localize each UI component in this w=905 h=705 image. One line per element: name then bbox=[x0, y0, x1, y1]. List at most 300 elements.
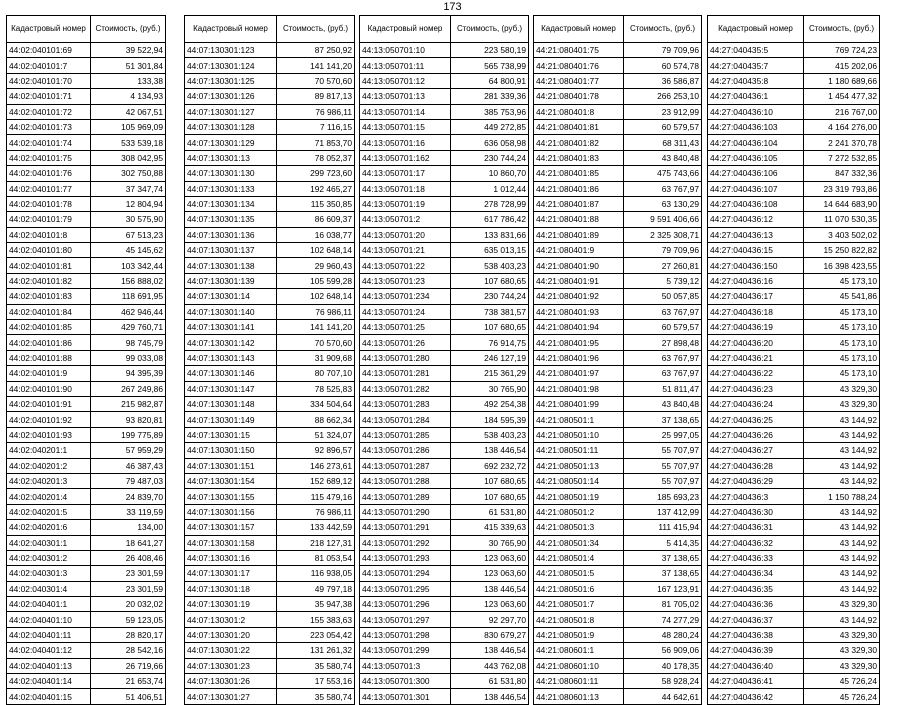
cadastral-number-cell: 44:21:080501:2 bbox=[534, 504, 624, 519]
cost-cell: 43 144,92 bbox=[804, 412, 880, 427]
table-row bbox=[7, 504, 166, 519]
cadastral-number-cell: 44:21:080501:34 bbox=[534, 535, 624, 550]
table-row bbox=[534, 150, 702, 165]
table-row bbox=[185, 335, 355, 350]
table-row bbox=[185, 320, 355, 335]
cadastral-number-cell: 44:27:040436:36 bbox=[708, 597, 804, 612]
cost-cell: 43 329,30 bbox=[804, 381, 880, 396]
table-row bbox=[7, 335, 166, 350]
cadastral-number-cell: 44:02:040101:81 bbox=[7, 258, 91, 273]
table-row bbox=[185, 658, 355, 673]
table-row bbox=[7, 73, 166, 88]
table-row bbox=[7, 674, 166, 689]
cadastral-number-cell: 44:02:040101:76 bbox=[7, 166, 91, 181]
cadastral-number-cell: 44:13:050701:11 bbox=[360, 58, 451, 73]
cost-cell: 63 767,97 bbox=[624, 304, 702, 319]
table-row bbox=[708, 674, 880, 689]
cost-cell: 123 063,60 bbox=[451, 550, 529, 565]
table-row bbox=[360, 689, 529, 704]
cadastral-number-cell: 44:21:080501:3 bbox=[534, 520, 624, 535]
cadastral-number-cell: 44:27:040436:26 bbox=[708, 427, 804, 442]
cost-cell: 223 054,42 bbox=[277, 627, 355, 642]
table-row bbox=[360, 258, 529, 273]
cost-cell: 50 057,85 bbox=[624, 289, 702, 304]
cadastral-number-cell: 44:27:040436:42 bbox=[708, 689, 804, 704]
cost-cell: 16 038,77 bbox=[277, 227, 355, 242]
cadastral-number-cell: 44:27:040436:17 bbox=[708, 289, 804, 304]
cost-cell: 39 522,94 bbox=[91, 43, 166, 58]
cadastral-number-cell: 44:07:130301:141 bbox=[185, 320, 277, 335]
table-row bbox=[7, 366, 166, 381]
cadastral-number-cell: 44:21:080501:6 bbox=[534, 581, 624, 596]
cost-cell: 565 738,99 bbox=[451, 58, 529, 73]
cost-cell: 79 487,03 bbox=[91, 473, 166, 488]
table-row bbox=[185, 689, 355, 704]
cadastral-number-cell: 44:07:130301:150 bbox=[185, 443, 277, 458]
cadastral-number-cell: 44:07:130301:19 bbox=[185, 597, 277, 612]
cadastral-number-cell: 44:13:050701:22 bbox=[360, 258, 451, 273]
cost-cell: 4 164 276,00 bbox=[804, 119, 880, 134]
table-row bbox=[534, 412, 702, 427]
table-row bbox=[534, 243, 702, 258]
cadastral-number-cell: 44:13:050701:293 bbox=[360, 550, 451, 565]
cadastral-number-cell: 44:21:080401:76 bbox=[534, 58, 624, 73]
cadastral-number-cell: 44:02:040101:78 bbox=[7, 196, 91, 211]
cost-cell: 49 797,18 bbox=[277, 581, 355, 596]
cadastral-number-cell: 44:27:040436:29 bbox=[708, 473, 804, 488]
table-row bbox=[534, 674, 702, 689]
cadastral-number-cell: 44:27:040436:32 bbox=[708, 535, 804, 550]
cost-cell: 12 804,94 bbox=[91, 196, 166, 211]
table-row bbox=[534, 581, 702, 596]
cost-cell: 43 144,92 bbox=[804, 473, 880, 488]
table-row bbox=[185, 489, 355, 504]
cadastral-number-cell: 44:13:050701:292 bbox=[360, 535, 451, 550]
cost-cell: 278 728,99 bbox=[451, 196, 529, 211]
table-row bbox=[185, 381, 355, 396]
cadastral-number-cell: 44:07:130301:151 bbox=[185, 458, 277, 473]
cost-cell: 107 680,65 bbox=[451, 489, 529, 504]
cadastral-number-cell: 44:21:080401:88 bbox=[534, 212, 624, 227]
cadastral-number-cell: 44:27:040436:19 bbox=[708, 320, 804, 335]
cost-cell: 146 273,61 bbox=[277, 458, 355, 473]
cost-cell: 116 938,05 bbox=[277, 566, 355, 581]
cadastral-number-cell: 44:27:040436:31 bbox=[708, 520, 804, 535]
cost-cell: 3 403 502,02 bbox=[804, 227, 880, 242]
table-row bbox=[708, 643, 880, 658]
cadastral-number-cell: 44:21:080401:97 bbox=[534, 366, 624, 381]
cost-cell: 1 012,44 bbox=[451, 181, 529, 196]
table-row bbox=[708, 335, 880, 350]
cadastral-number-cell: 44:21:080401:9 bbox=[534, 243, 624, 258]
cadastral-number-cell: 44:13:050701:296 bbox=[360, 597, 451, 612]
table-body bbox=[7, 43, 166, 705]
cost-cell: 138 446,54 bbox=[451, 643, 529, 658]
table-row bbox=[708, 89, 880, 104]
table-row bbox=[185, 150, 355, 165]
table-row bbox=[534, 689, 702, 704]
cadastral-number-cell: 44:21:080401:83 bbox=[534, 150, 624, 165]
table-row bbox=[534, 366, 702, 381]
cost-cell: 1 454 477,32 bbox=[804, 89, 880, 104]
cost-cell: 105 969,09 bbox=[91, 119, 166, 134]
cost-cell: 51 324,07 bbox=[277, 427, 355, 442]
cost-cell: 23 319 793,86 bbox=[804, 181, 880, 196]
cost-cell: 40 178,35 bbox=[624, 658, 702, 673]
cadastral-number-cell: 44:07:130301:158 bbox=[185, 535, 277, 550]
cost-cell: 133 442,59 bbox=[277, 520, 355, 535]
table-row bbox=[185, 643, 355, 658]
cost-cell: 92 297,70 bbox=[451, 612, 529, 627]
table-row bbox=[360, 674, 529, 689]
table-row bbox=[708, 273, 880, 288]
table-row bbox=[7, 212, 166, 227]
cost-cell: 43 329,30 bbox=[804, 396, 880, 411]
table-row bbox=[360, 535, 529, 550]
cadastral-number-cell: 44:13:050701:282 bbox=[360, 381, 451, 396]
cost-cell: 78 052,37 bbox=[277, 150, 355, 165]
table-row bbox=[7, 135, 166, 150]
cadastral-number-cell: 44:27:040436:33 bbox=[708, 550, 804, 565]
cadastral-number-cell: 44:02:040101:88 bbox=[7, 350, 91, 365]
cost-cell: 63 767,97 bbox=[624, 350, 702, 365]
table-row bbox=[534, 166, 702, 181]
table-row bbox=[7, 566, 166, 581]
table-row bbox=[534, 443, 702, 458]
cadastral-number-cell: 44:02:040101:8 bbox=[7, 227, 91, 242]
cadastral-number-cell: 44:27:040436:23 bbox=[708, 381, 804, 396]
cost-cell: 23 301,59 bbox=[91, 581, 166, 596]
cost-cell: 184 595,39 bbox=[451, 412, 529, 427]
table-body bbox=[185, 43, 355, 705]
cost-cell: 55 707,97 bbox=[624, 458, 702, 473]
table-row bbox=[534, 458, 702, 473]
table-row bbox=[534, 473, 702, 488]
cadastral-number-cell: 44:07:130301:15 bbox=[185, 427, 277, 442]
table-row bbox=[7, 104, 166, 119]
cost-cell: 76 986,11 bbox=[277, 304, 355, 319]
cadastral-table bbox=[707, 15, 880, 705]
cost-cell: 131 261,32 bbox=[277, 643, 355, 658]
cadastral-number-cell: 44:02:040101:91 bbox=[7, 396, 91, 411]
cadastral-number-cell: 44:21:080401:95 bbox=[534, 335, 624, 350]
cost-cell: 57 959,29 bbox=[91, 443, 166, 458]
table-row bbox=[360, 643, 529, 658]
cost-cell: 1 180 689,66 bbox=[804, 73, 880, 88]
table-row bbox=[7, 304, 166, 319]
cadastral-number-cell: 44:13:050701:288 bbox=[360, 473, 451, 488]
cadastral-number-cell: 44:21:080401:92 bbox=[534, 289, 624, 304]
cadastral-number-cell: 44:13:050701:295 bbox=[360, 581, 451, 596]
table-row bbox=[7, 227, 166, 242]
cost-cell: 138 446,54 bbox=[451, 443, 529, 458]
cadastral-number-cell: 44:27:040436:41 bbox=[708, 674, 804, 689]
cost-cell: 61 531,80 bbox=[451, 674, 529, 689]
cadastral-number-cell: 44:27:040436:15 bbox=[708, 243, 804, 258]
cost-cell: 64 800,91 bbox=[451, 73, 529, 88]
cost-cell: 45 541,86 bbox=[804, 289, 880, 304]
cadastral-table bbox=[533, 15, 702, 705]
table-row bbox=[360, 350, 529, 365]
cadastral-number-cell: 44:27:040436:1 bbox=[708, 89, 804, 104]
table-row bbox=[708, 612, 880, 627]
table-row bbox=[708, 212, 880, 227]
table-row bbox=[708, 43, 880, 58]
table-row bbox=[7, 150, 166, 165]
table-row bbox=[708, 150, 880, 165]
cadastral-number-cell: 44:02:040201:1 bbox=[7, 443, 91, 458]
cadastral-number-cell: 44:13:050701:290 bbox=[360, 504, 451, 519]
cost-cell: 141 141,20 bbox=[277, 320, 355, 335]
cadastral-number-cell: 44:27:040435:7 bbox=[708, 58, 804, 73]
cadastral-number-cell: 44:27:040436:18 bbox=[708, 304, 804, 319]
table-row bbox=[185, 535, 355, 550]
cost-cell: 230 744,24 bbox=[451, 150, 529, 165]
table-row bbox=[7, 58, 166, 73]
cadastral-number-cell: 44:21:080601:13 bbox=[534, 689, 624, 704]
table-row bbox=[185, 581, 355, 596]
cost-cell: 138 446,54 bbox=[451, 689, 529, 704]
cost-cell: 71 853,70 bbox=[277, 135, 355, 150]
cost-cell: 44 642,61 bbox=[624, 689, 702, 704]
table-row bbox=[708, 258, 880, 273]
cadastral-number-cell: 44:02:040101:85 bbox=[7, 320, 91, 335]
cadastral-number-cell: 44:27:040436:27 bbox=[708, 443, 804, 458]
cost-cell: 81 053,54 bbox=[277, 550, 355, 565]
table-row bbox=[185, 304, 355, 319]
table-row bbox=[360, 581, 529, 596]
cost-cell: 45 173,10 bbox=[804, 335, 880, 350]
cost-cell: 134,00 bbox=[91, 520, 166, 535]
cadastral-number-cell: 44:21:080501:13 bbox=[534, 458, 624, 473]
table-row bbox=[185, 396, 355, 411]
cadastral-number-cell: 44:21:080401:77 bbox=[534, 73, 624, 88]
cost-cell: 617 786,42 bbox=[451, 212, 529, 227]
cadastral-number-cell: 44:07:130301:135 bbox=[185, 212, 277, 227]
cadastral-number-cell: 44:21:080501:9 bbox=[534, 627, 624, 642]
table-row bbox=[534, 427, 702, 442]
cost-cell: 27 260,81 bbox=[624, 258, 702, 273]
table-row bbox=[7, 473, 166, 488]
cadastral-number-cell: 44:21:080401:91 bbox=[534, 273, 624, 288]
header-cost: Стоимость, (руб.) bbox=[804, 16, 880, 43]
cadastral-number-cell: 44:13:050701:298 bbox=[360, 627, 451, 642]
table-row bbox=[708, 119, 880, 134]
table-row bbox=[708, 658, 880, 673]
table-row bbox=[185, 504, 355, 519]
cost-cell: 141 141,20 bbox=[277, 58, 355, 73]
table-row bbox=[534, 289, 702, 304]
cadastral-number-cell: 44:21:080501:10 bbox=[534, 427, 624, 442]
table-row bbox=[708, 366, 880, 381]
table-row bbox=[360, 181, 529, 196]
table-row bbox=[7, 181, 166, 196]
cadastral-number-cell: 44:07:130301:22 bbox=[185, 643, 277, 658]
cost-cell: 192 465,27 bbox=[277, 181, 355, 196]
cadastral-number-cell: 44:27:040436:28 bbox=[708, 458, 804, 473]
cadastral-number-cell: 44:27:040436:39 bbox=[708, 643, 804, 658]
cost-cell: 415 202,06 bbox=[804, 58, 880, 73]
cadastral-table bbox=[6, 15, 166, 705]
table-row bbox=[708, 597, 880, 612]
cadastral-number-cell: 44:07:130301:23 bbox=[185, 658, 277, 673]
table-row bbox=[7, 689, 166, 704]
cost-cell: 48 280,24 bbox=[624, 627, 702, 642]
cost-cell: 266 253,10 bbox=[624, 89, 702, 104]
cadastral-number-cell: 44:21:080501:8 bbox=[534, 612, 624, 627]
table-row bbox=[534, 597, 702, 612]
cadastral-number-cell: 44:27:040436:37 bbox=[708, 612, 804, 627]
table-row bbox=[185, 597, 355, 612]
cost-cell: 246 127,19 bbox=[451, 350, 529, 365]
cost-cell: 462 946,44 bbox=[91, 304, 166, 319]
cadastral-number-cell: 44:07:130301:148 bbox=[185, 396, 277, 411]
cost-cell: 215 361,29 bbox=[451, 366, 529, 381]
table-row bbox=[708, 104, 880, 119]
cost-cell: 769 724,23 bbox=[804, 43, 880, 58]
cost-cell: 43 144,92 bbox=[804, 427, 880, 442]
cost-cell: 70 570,60 bbox=[277, 73, 355, 88]
page-number: 173 bbox=[443, 1, 462, 13]
cost-cell: 56 909,06 bbox=[624, 643, 702, 658]
table-row bbox=[360, 443, 529, 458]
cadastral-number-cell: 44:07:130301:126 bbox=[185, 89, 277, 104]
cost-cell: 302 750,88 bbox=[91, 166, 166, 181]
cost-cell: 43 329,30 bbox=[804, 597, 880, 612]
cost-cell: 123 063,60 bbox=[451, 597, 529, 612]
table-row bbox=[7, 489, 166, 504]
cadastral-number-cell: 44:07:130301:17 bbox=[185, 566, 277, 581]
cadastral-number-cell: 44:02:040101:92 bbox=[7, 412, 91, 427]
table-row bbox=[185, 350, 355, 365]
cost-cell: 123 063,60 bbox=[451, 566, 529, 581]
cadastral-number-cell: 44:07:130301:20 bbox=[185, 627, 277, 642]
cadastral-number-cell: 44:21:080501:4 bbox=[534, 550, 624, 565]
cadastral-number-cell: 44:07:130301:157 bbox=[185, 520, 277, 535]
cadastral-number-cell: 44:02:040101:93 bbox=[7, 427, 91, 442]
table-row bbox=[185, 366, 355, 381]
table-row bbox=[534, 89, 702, 104]
cadastral-number-cell: 44:21:080501:11 bbox=[534, 443, 624, 458]
table-row bbox=[708, 689, 880, 704]
cost-cell: 59 123,05 bbox=[91, 612, 166, 627]
cost-cell: 443 762,08 bbox=[451, 658, 529, 673]
cadastral-number-cell: 44:07:130301:18 bbox=[185, 581, 277, 596]
cadastral-number-cell: 44:27:040436:13 bbox=[708, 227, 804, 242]
table-row bbox=[185, 627, 355, 642]
table-row bbox=[185, 243, 355, 258]
header-cost: Стоимость, (руб.) bbox=[624, 16, 702, 43]
cadastral-number-cell: 44:07:130301:125 bbox=[185, 73, 277, 88]
table-row bbox=[360, 43, 529, 58]
cost-cell: 830 679,27 bbox=[451, 627, 529, 642]
cadastral-number-cell: 44:07:130301:136 bbox=[185, 227, 277, 242]
cadastral-number-cell: 44:27:040435:8 bbox=[708, 73, 804, 88]
cost-cell: 43 144,92 bbox=[804, 520, 880, 535]
table-row bbox=[360, 58, 529, 73]
cost-cell: 230 744,24 bbox=[451, 289, 529, 304]
cadastral-number-cell: 44:02:040401:10 bbox=[7, 612, 91, 627]
cadastral-number-cell: 44:21:080401:8 bbox=[534, 104, 624, 119]
table-row bbox=[360, 166, 529, 181]
cadastral-number-cell: 44:21:080601:1 bbox=[534, 643, 624, 658]
table-row bbox=[185, 196, 355, 211]
table-row bbox=[360, 212, 529, 227]
table-row bbox=[7, 196, 166, 211]
table-row bbox=[708, 320, 880, 335]
cost-cell: 43 144,92 bbox=[804, 458, 880, 473]
cost-cell: 415 339,63 bbox=[451, 520, 529, 535]
cost-cell: 45 726,24 bbox=[804, 689, 880, 704]
cadastral-number-cell: 44:21:080401:90 bbox=[534, 258, 624, 273]
cadastral-number-cell: 44:13:050701:283 bbox=[360, 396, 451, 411]
table-row bbox=[7, 627, 166, 642]
cadastral-number-cell: 44:21:080401:82 bbox=[534, 135, 624, 150]
table-row bbox=[185, 166, 355, 181]
table-row bbox=[534, 612, 702, 627]
cost-cell: 24 839,70 bbox=[91, 489, 166, 504]
cost-cell: 35 580,74 bbox=[277, 658, 355, 673]
table-row bbox=[360, 119, 529, 134]
table-row bbox=[534, 335, 702, 350]
table-row bbox=[185, 473, 355, 488]
table-row bbox=[708, 581, 880, 596]
cadastral-number-cell: 44:13:050701:297 bbox=[360, 612, 451, 627]
cadastral-number-cell: 44:02:040301:1 bbox=[7, 535, 91, 550]
cadastral-number-cell: 44:21:080401:99 bbox=[534, 396, 624, 411]
cadastral-number-cell: 44:02:040101:77 bbox=[7, 181, 91, 196]
cadastral-number-cell: 44:13:050701:18 bbox=[360, 181, 451, 196]
cost-cell: 79 709,96 bbox=[624, 43, 702, 58]
cost-cell: 847 332,36 bbox=[804, 166, 880, 181]
cadastral-number-cell: 44:21:080401:81 bbox=[534, 119, 624, 134]
cadastral-number-cell: 44:07:130301:128 bbox=[185, 119, 277, 134]
cost-cell: 20 032,02 bbox=[91, 597, 166, 612]
cadastral-number-cell: 44:02:040301:3 bbox=[7, 566, 91, 581]
cadastral-number-cell: 44:07:130301:137 bbox=[185, 243, 277, 258]
cadastral-number-cell: 44:13:050701:15 bbox=[360, 119, 451, 134]
cost-cell: 215 982,87 bbox=[91, 396, 166, 411]
cost-cell: 26 719,66 bbox=[91, 658, 166, 673]
table-row bbox=[185, 258, 355, 273]
table-row bbox=[534, 320, 702, 335]
cost-cell: 738 381,57 bbox=[451, 304, 529, 319]
table-body bbox=[708, 43, 880, 705]
cadastral-number-cell: 44:13:050701:25 bbox=[360, 320, 451, 335]
cadastral-number-cell: 44:21:080401:87 bbox=[534, 196, 624, 211]
table-row bbox=[7, 458, 166, 473]
cost-cell: 45 173,10 bbox=[804, 366, 880, 381]
table-row bbox=[534, 227, 702, 242]
table-row bbox=[708, 381, 880, 396]
cadastral-number-cell: 44:07:130301:27 bbox=[185, 689, 277, 704]
cost-cell: 30 765,90 bbox=[451, 381, 529, 396]
cadastral-number-cell: 44:07:130301:26 bbox=[185, 674, 277, 689]
cadastral-number-cell: 44:02:040101:80 bbox=[7, 243, 91, 258]
cost-cell: 27 898,48 bbox=[624, 335, 702, 350]
cost-cell: 81 705,02 bbox=[624, 597, 702, 612]
table-row bbox=[708, 458, 880, 473]
table-row bbox=[534, 43, 702, 58]
table-row bbox=[360, 427, 529, 442]
table-row bbox=[534, 489, 702, 504]
table-row bbox=[7, 535, 166, 550]
table-row bbox=[534, 258, 702, 273]
table-row bbox=[360, 196, 529, 211]
table-row bbox=[534, 73, 702, 88]
table-row bbox=[708, 550, 880, 565]
cadastral-number-cell: 44:21:080401:94 bbox=[534, 320, 624, 335]
